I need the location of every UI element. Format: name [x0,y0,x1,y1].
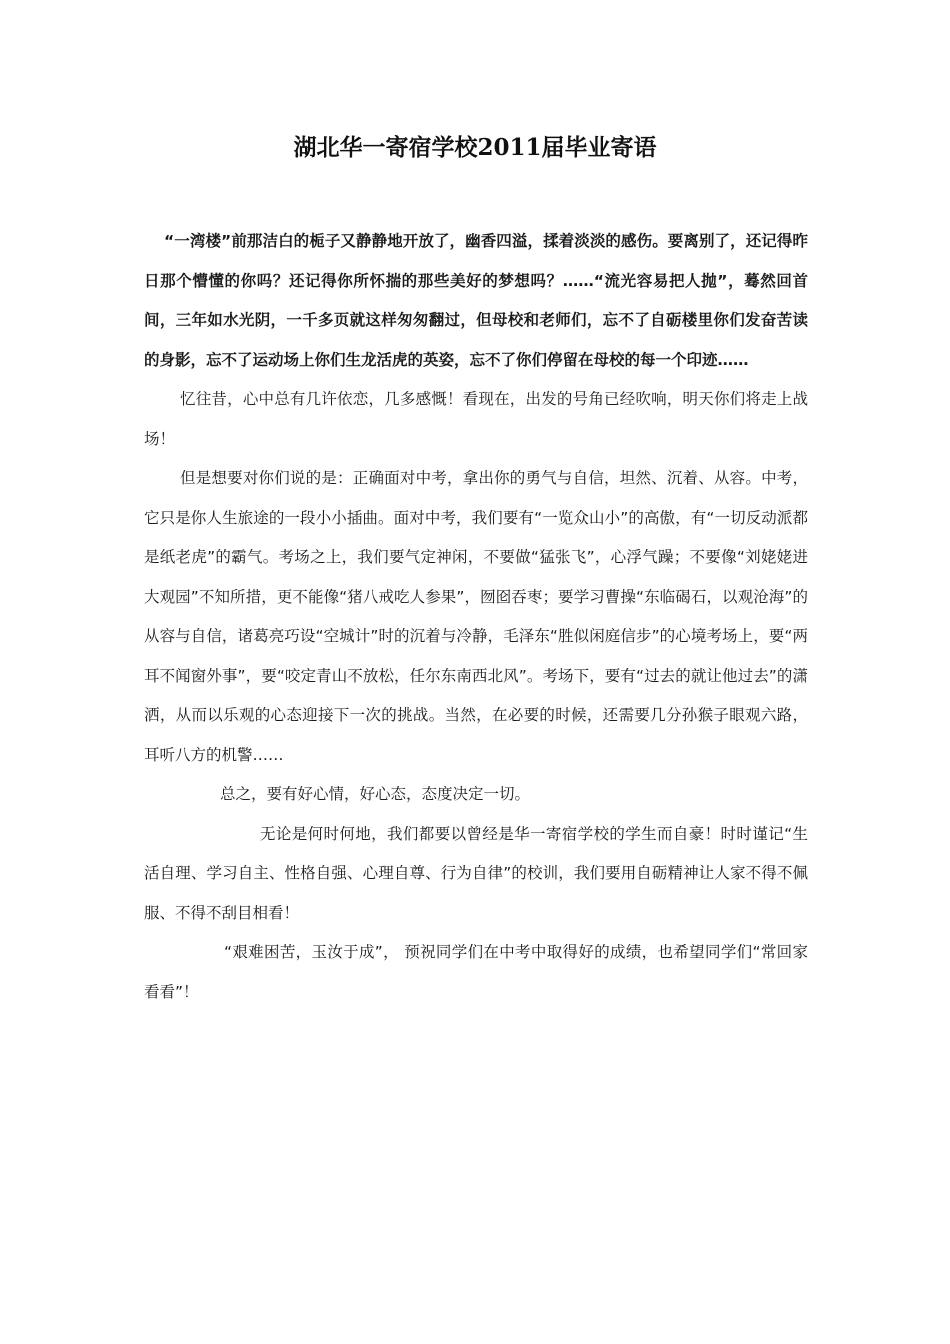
paragraph-summary: 总之，要有好心情，好心态，态度决定一切。 [220,785,531,803]
paragraph-blessing: “艰难困苦，玉汝于成”， 预祝同学们在中考中取得好的成绩，也希望同学们“常回家看看”！ [144,943,808,1001]
document-body [144,222,808,1012]
document-title: 湖北华一寄宿学校2011届毕业寄语 [293,134,657,161]
paragraph-advice: 但是想要对你们说的是：正确面对中考，拿出你的勇气与自信，坦然、沉着、从容。中考，它只是你人生旅途的一段小小插曲。面对中考，我们要有“一览众山小”的高傲，有“一切反动派都是纸老虎”的霸气。考场之上，我们要气定神闲，不要做“猛张飞”，心浮气躁；不要像“刘姥姥进大观园”不知所措，更不能像“猪八戒吃人参果”，囫囵吞枣；要学习曹操“东临碣石，以观沧海”的从容与自信，诸葛亮巧设“空城计”时的沉着与冷静，毛泽东“胜似闲庭信步”的心境考场上，要“两耳不闻窗外事”，要“咬定青山不放松，任尔东南西北风”。考场下，要有“过去的就让他过去”的潇洒，从而以乐观的心态迎接下一次的挑战。当然，在必要的时候，还需要几分孙猴子眼观六路，耳听八方的机警…… [144,469,808,764]
paragraph-reminisce: 忆往昔，心中总有几许依恋，几多感慨！看现在，出发的号角已经吹响，明天你们将走上战场！ [144,390,808,448]
paragraph-school-pride: 无论是何时何地，我们都要以曾经是华一寄宿学校的学生而自豪！时时谨记“生活自理、学习自主、性格自强、心理自尊、行为自律”的校训，我们要用自砺精神让人家不得不佩服、不得不刮目相看！ [144,824,808,922]
paragraph-intro: “一湾楼”前那洁白的栀子又静静地开放了，幽香四溢，揉着淡淡的感伤。要离别了，还记得昨日那个懵懂的你吗？还记得你所怀揣的那些美好的梦想吗？……“流光容易把人抛”，蓦然回首间，三年如水光阴，一千多页就这样匆匆翻过，但母校和老师们，忘不了自砺楼里你们发奋苦读的身影，忘不了运动场上你们生龙活虎的英姿，忘不了你们停留在母校的每一个印迹…… [144,232,808,369]
